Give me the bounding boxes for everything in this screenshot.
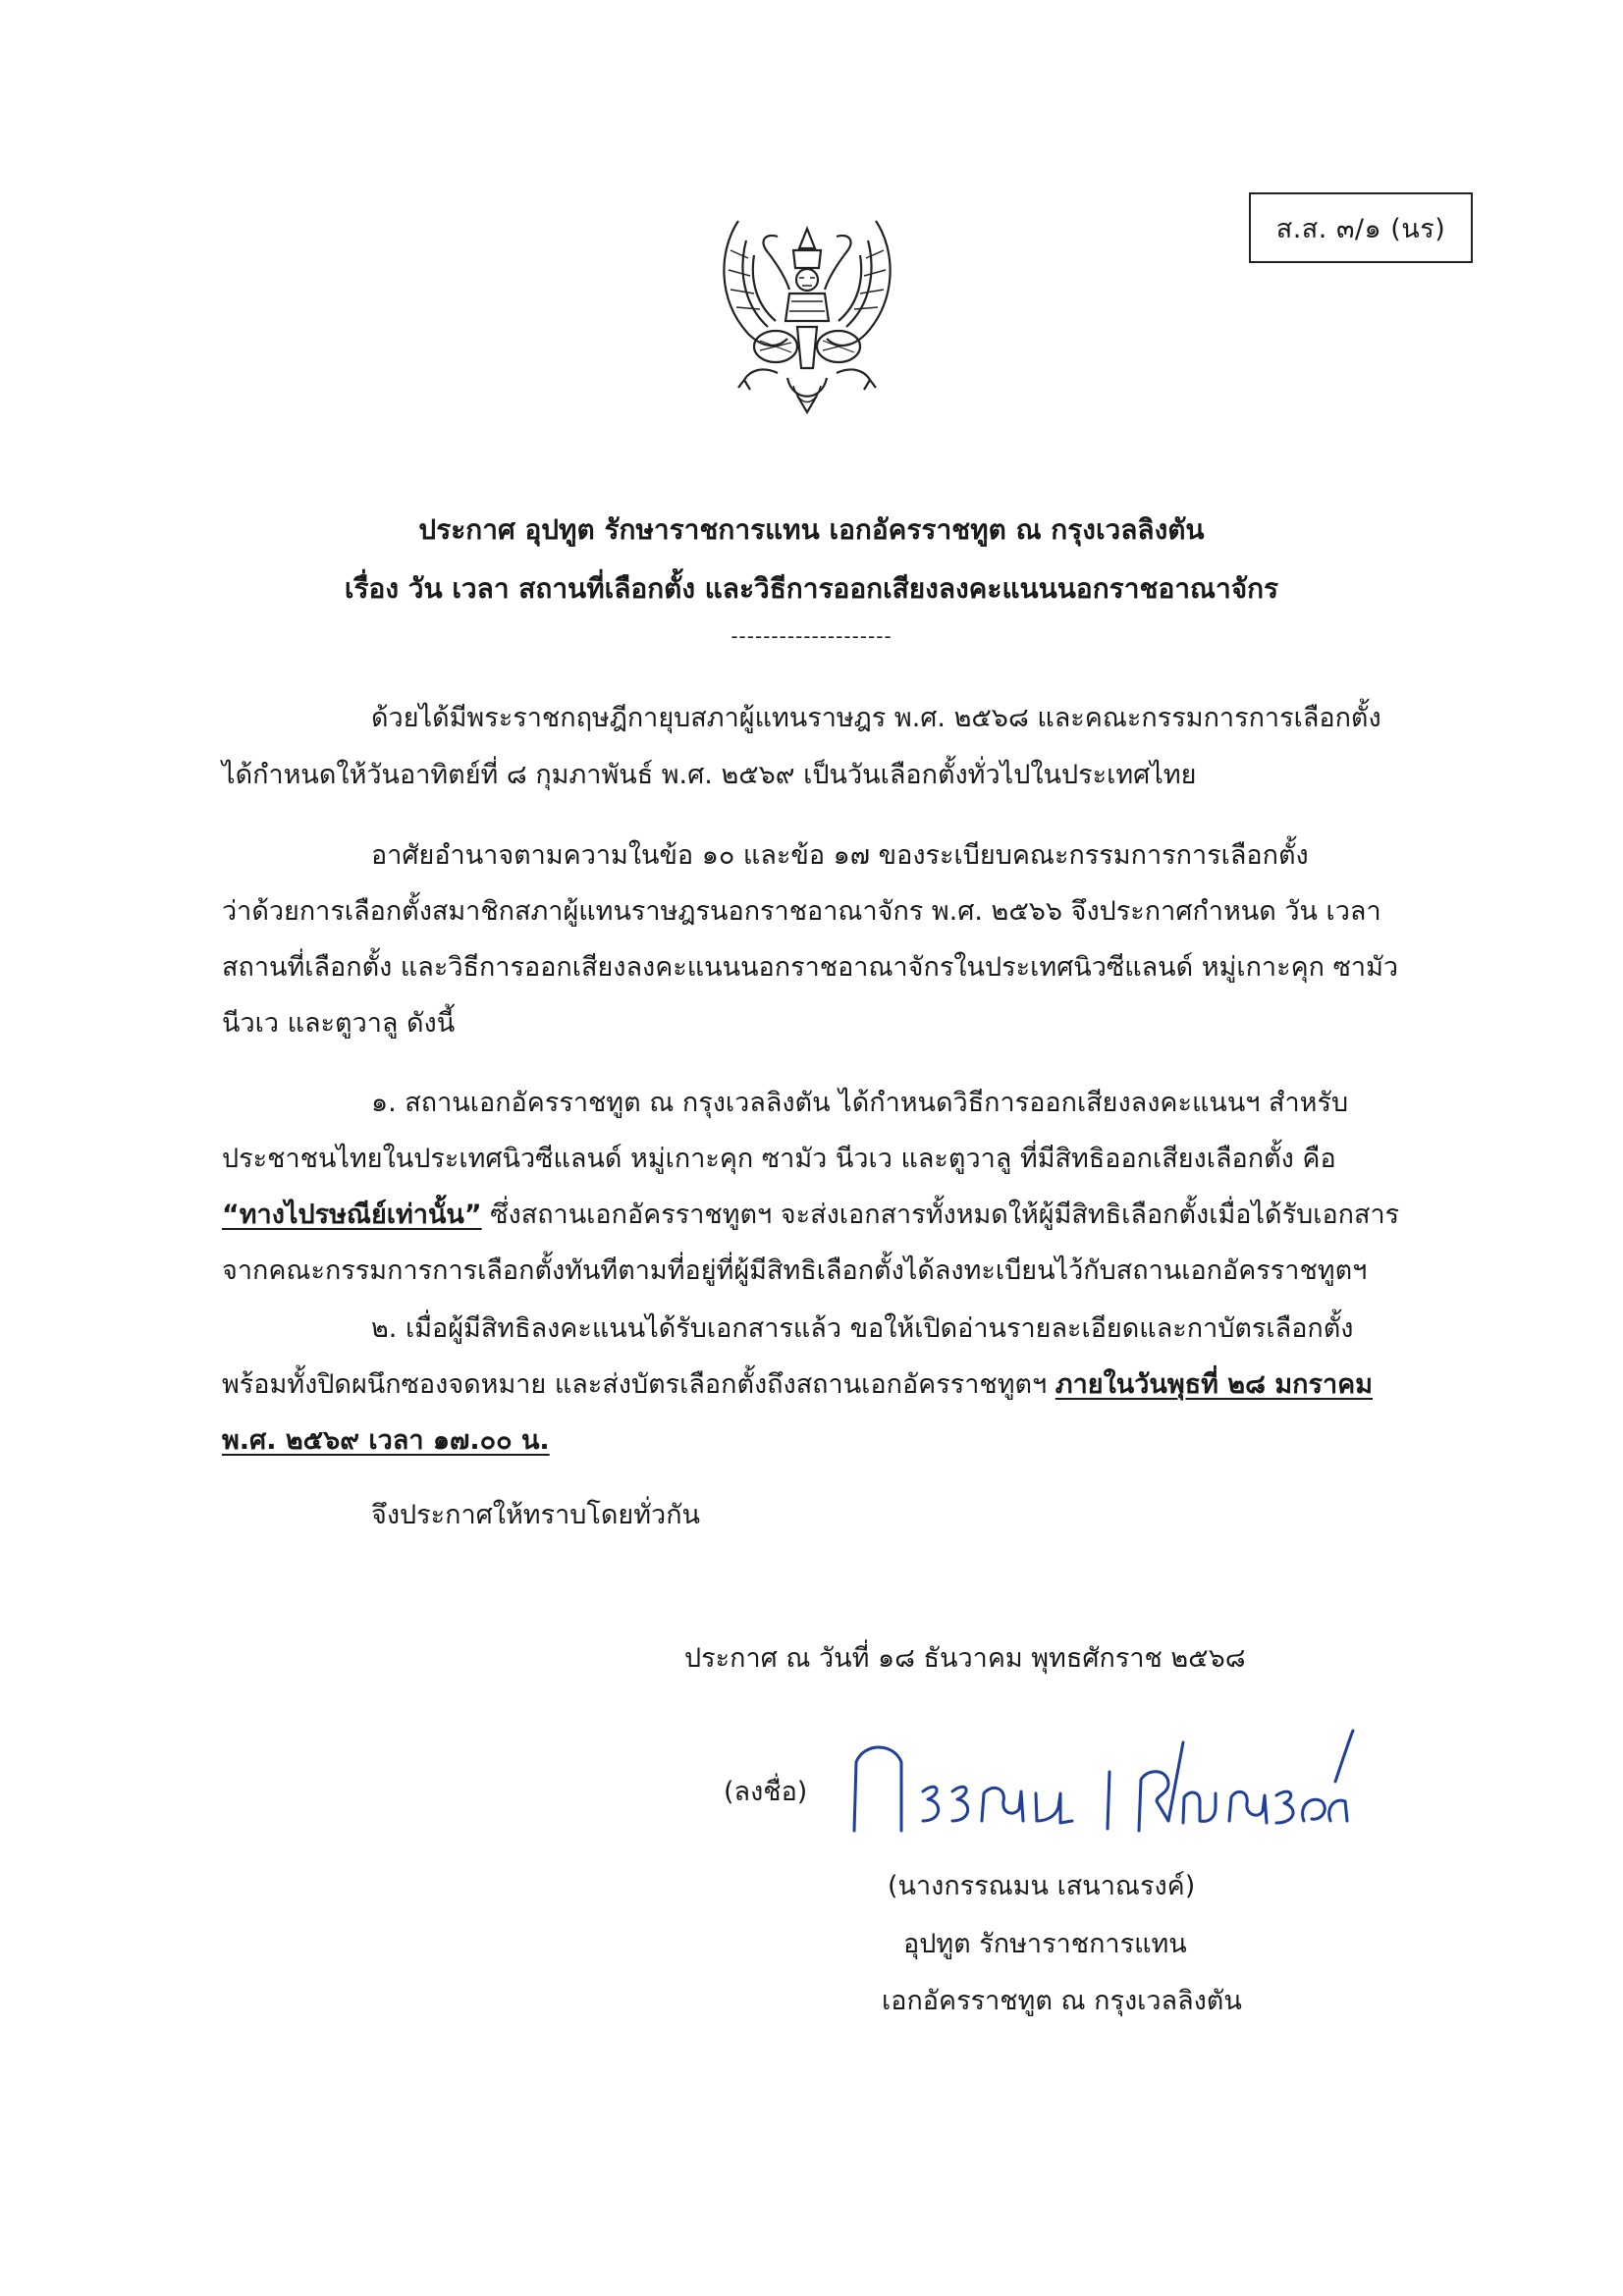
- title-divider: --------------------: [730, 624, 893, 648]
- item-2-line-2-text: พร้อมทั้งปิดผนึกซองจดหมาย และส่งบัตรเลือกตั้งถึงสถานเอกอัครราชทูตฯ: [222, 1369, 1055, 1400]
- signatory-position-line-1: อุปทูต รักษาราชการแทน: [903, 1929, 1187, 1959]
- paragraph-2-line-3: สถานที่เลือกตั้ง และวิธีการออกเสียงลงคะแนนนอกราชอาณาจักรในประเทศนิวซีแลนด์ หมู่เกาะคุก ซามัว: [222, 952, 1399, 983]
- document-code-box: [1249, 192, 1473, 263]
- postal-only-emphasis: “ทางไปรษณีย์เท่านั้น”: [222, 1200, 482, 1230]
- item-1-line-2: ประชาชนไทยในประเทศนิวซีแลนด์ หมู่เกาะคุก ซามัว นีวเว และตูวาลู ที่มีสิทธิออกเสียงเลือกตั้ง คือ: [222, 1144, 1336, 1174]
- announcement-title: ประกาศ อุปทูต รักษาราชการแทน เอกอัครราชทูต ณ กรุงเวลลิงตัน: [418, 513, 1205, 546]
- item-2-line-3: [222, 1427, 550, 1454]
- item-1-line-4: จากคณะกรรมการการเลือกตั้งทันทีตามที่อยู่ที่ผู้มีสิทธิเลือกตั้งได้ลงทะเบียนไว้กับสถานเอกอัครราชทูตฯ: [222, 1255, 1368, 1286]
- announcement-subject: เรื่อง วัน เวลา สถานที่เลือกตั้ง และวิธีการออกเสียงลงคะแนนนอกราชอาณาจักร: [344, 572, 1279, 605]
- deadline-date-emphasis: ภายในวันพุธที่ ๒๘ มกราคม: [1055, 1369, 1374, 1400]
- announcement-date: ประกาศ ณ วันที่ ๑๘ ธันวาคม พุทธศักราช ๒๕๖๘: [684, 1643, 1246, 1674]
- item-1-line-3-text: ซึ่งสถานเอกอัครราชทูตฯ จะส่งเอกสารทั้งหมดให้ผู้มีสิทธิเลือกตั้งเมื่อได้รับเอกสาร: [481, 1200, 1400, 1230]
- signed-label: (ลงชื่อ): [724, 1777, 808, 1807]
- deadline-time-emphasis: พ.ศ. ๒๕๖๙ เวลา ๑๗.๐๐ น.: [222, 1425, 550, 1456]
- handwritten-signature-icon: [844, 1723, 1355, 1860]
- signatory-position-line-2: เอกอัครราชทูต ณ กรุงเวลลิงตัน: [882, 1986, 1242, 2016]
- paragraph-2-line-1: อาศัยอำนาจตามความในข้อ ๑๐ และข้อ ๑๗ ของระเบียบคณะกรรมการการเลือกตั้ง: [371, 840, 1309, 871]
- paragraph-2-line-4: นีวเว และตูวาลู ดังนี้: [222, 1008, 456, 1039]
- document-code: ส.ส. ๓/๑ (นร): [1275, 213, 1446, 244]
- paragraph-1-line-1: ด้วยได้มีพระราชกฤษฎีกายุบสภาผู้แทนราษฎร พ.ศ. ๒๕๖๘ และคณะกรรมการการเลือกตั้ง: [371, 703, 1381, 733]
- item-1-line-1: ๑. สถานเอกอัครราชทูต ณ กรุงเวลลิงตัน ได้กำหนดวิธีการออกเสียงลงคะแนนฯ สำหรับ: [371, 1088, 1349, 1118]
- paragraph-1-line-2: ได้กำหนดให้วันอาทิตย์ที่ ๘ กุมภาพันธ์ พ.ศ. ๒๕๖๙ เป็นวันเลือกตั้งทั่วไปในประเทศไทย: [222, 760, 1197, 790]
- closing-statement: จึงประกาศให้ทราบโดยทั่วกัน: [371, 1500, 700, 1530]
- item-2-line-2: [222, 1371, 1373, 1398]
- paragraph-2-line-2: ว่าด้วยการเลือกตั้งสมาชิกสภาผู้แทนราษฎรนอกราชอาณาจักร พ.ศ. ๒๕๖๖ จึงประกาศกำหนด วัน เวลา: [222, 896, 1381, 927]
- item-1-line-3: [222, 1201, 1399, 1228]
- signatory-name: (นางกรรณมน เสนาณรงค์): [888, 1871, 1196, 1901]
- garuda-emblem-icon: [709, 211, 905, 417]
- item-2-line-1: ๒. เมื่อผู้มีสิทธิลงคะแนนได้รับเอกสารแล้ว ขอให้เปิดอ่านรายละเอียดและกาบัตรเลือกตั้ง: [371, 1313, 1354, 1344]
